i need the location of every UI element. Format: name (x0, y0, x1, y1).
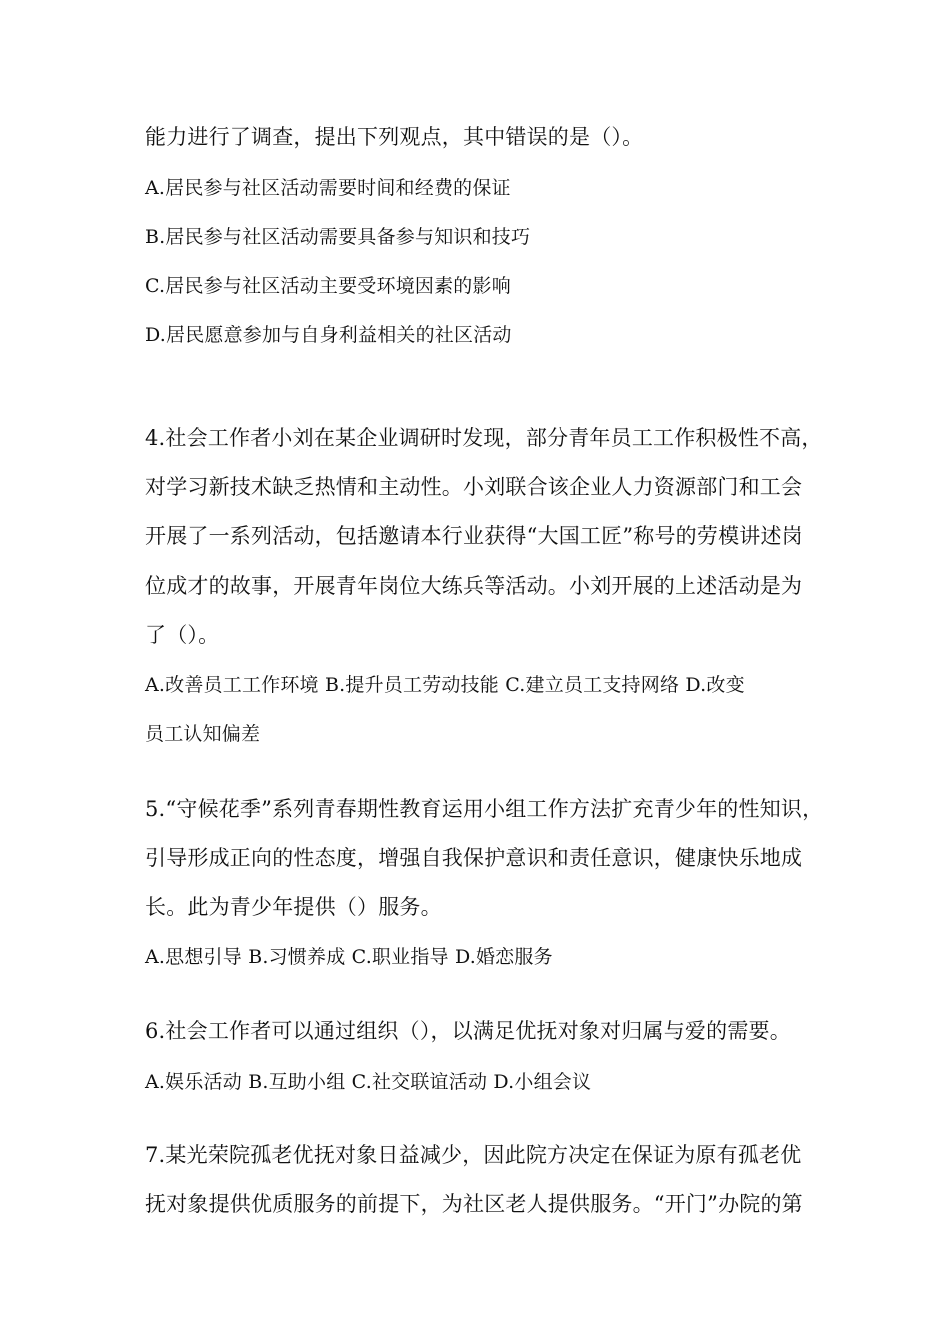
q4-options-line-1: A.改善员工工作环境 B.提升员工劳动技能 C.建立员工支持网络 D.改变 (145, 674, 745, 696)
q4-stem-line-3: 开展了一系列活动，包括邀请本行业获得“大国工匠”称号的劳模讲述岗 (145, 524, 803, 548)
q3-option-c: C.居民参与社区活动主要受环境因素的影响 (145, 275, 511, 297)
q6-options-line: A.娱乐活动 B.互助小组 C.社交联谊活动 D.小组会议 (145, 1071, 592, 1093)
q5-stem-line-2: 引导形成正向的性态度，增强自我保护意识和责任意识，健康快乐地成 (145, 846, 803, 870)
q5-stem-line-1: 5.“守候花季”系列青春期性教育运用小组工作方法扩充青少年的性知识， (145, 797, 824, 821)
q4-stem-line-4: 位成才的故事，开展青年岗位大练兵等活动。小刘开展的上述活动是为 (145, 574, 803, 598)
q3-option-a: A.居民参与社区活动需要时间和经费的保证 (145, 177, 511, 199)
q3-stem-line: 能力进行了调查，提出下列观点，其中错误的是（）。 (145, 125, 644, 149)
q3-option-b: B.居民参与社区活动需要具备参与知识和技巧 (145, 226, 531, 248)
q7-stem-line-2: 抚对象提供优质服务的前提下，为社区老人提供服务。“开门”办院的第 (145, 1192, 803, 1216)
q4-stem-line-2: 对学习新技术缺乏热情和主动性。小刘联合该企业人力资源部门和工会 (145, 475, 803, 499)
q5-options-line: A.思想引导 B.习惯养成 C.职业指导 D.婚恋服务 (145, 946, 553, 968)
q7-stem-line-1: 7.某光荣院孤老优抚对象日益减少，因此院方决定在保证为原有孤老优 (145, 1143, 802, 1167)
q5-stem-line-3: 长。此为青少年提供（）服务。 (145, 895, 442, 919)
q4-stem-line-5: 了（）。 (145, 623, 220, 647)
q6-stem-line: 6.社会工作者可以通过组织（），以满足优抚对象对归属与爱的需要。 (145, 1019, 791, 1043)
q3-option-d: D.居民愿意参加与自身利益相关的社区活动 (145, 324, 512, 346)
q4-options-line-2: 员工认知偏差 (145, 723, 261, 745)
q4-stem-line-1: 4.社会工作者小刘在某企业调研时发现，部分青年员工工作积极性不高， (145, 426, 823, 450)
